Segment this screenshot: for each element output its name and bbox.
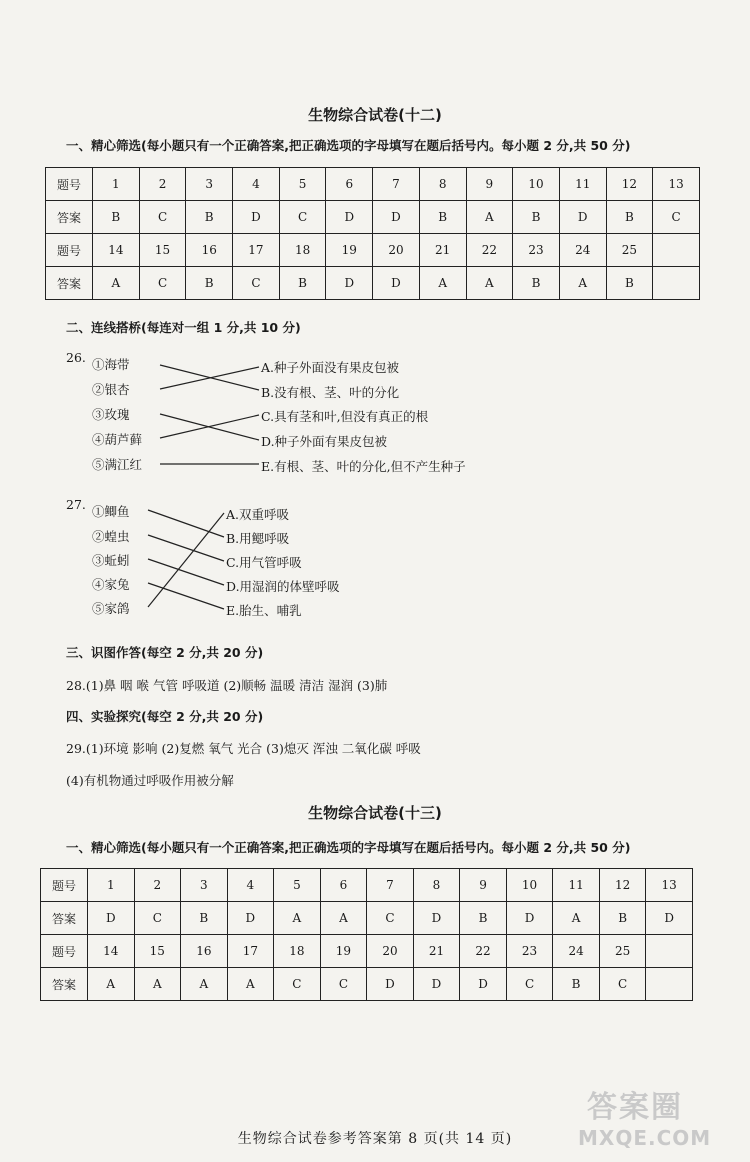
table-cell: A xyxy=(320,902,367,935)
table-cell: 15 xyxy=(134,935,181,968)
table-cell: A xyxy=(419,267,466,300)
table-cell: 2 xyxy=(139,168,186,201)
table-cell: B xyxy=(93,201,140,234)
table-cell: 20 xyxy=(367,935,414,968)
table-cell: 1 xyxy=(93,168,140,201)
table-cell: B xyxy=(599,902,646,935)
table-cell: 19 xyxy=(320,935,367,968)
paper12-section3-heading: 三、识图作答(每空 2 分,共 20 分) xyxy=(66,645,264,660)
table-cell: B xyxy=(553,968,600,1001)
q27-left-5: ⑤家鸽 xyxy=(92,601,130,616)
q27-left-2: ②蝗虫 xyxy=(92,529,130,544)
table-cell: 1 xyxy=(88,869,135,902)
table-cell: D xyxy=(506,902,553,935)
table-cell: A xyxy=(227,968,274,1001)
table-cell: C xyxy=(367,902,414,935)
table-cell: C xyxy=(320,968,367,1001)
table-cell: C xyxy=(599,968,646,1001)
table-cell: 25 xyxy=(606,234,653,267)
q26-left-2: ②银杏 xyxy=(92,382,130,397)
table-cell: 5 xyxy=(274,869,321,902)
table-cell: 10 xyxy=(513,168,560,201)
q27-right-b: B.用鳃呼吸 xyxy=(226,531,290,546)
row-label: 题号 xyxy=(46,168,93,201)
table-row xyxy=(41,902,693,935)
paper12-title: 生物综合试卷(十二) xyxy=(308,106,442,124)
q27-left-4: ④家兔 xyxy=(92,577,130,592)
q27-right-c: C.用气管呼吸 xyxy=(226,555,302,570)
paper12-section2-heading: 二、连线搭桥(每连对一组 1 分,共 10 分) xyxy=(66,320,301,335)
q26-right-c: C.具有茎和叶,但没有真正的根 xyxy=(261,409,429,424)
row-label: 答案 xyxy=(41,902,88,935)
table-cell: 5 xyxy=(279,168,326,201)
table-cell: D xyxy=(326,201,373,234)
q26-left-5: ⑤满江红 xyxy=(92,457,143,472)
row-label: 答案 xyxy=(46,201,93,234)
table-cell: 7 xyxy=(367,869,414,902)
table-cell: 16 xyxy=(186,234,233,267)
table-cell: B xyxy=(186,267,233,300)
table-cell: 16 xyxy=(181,935,228,968)
q27-number: 27. xyxy=(66,497,86,512)
table-cell: 23 xyxy=(506,935,553,968)
table-row xyxy=(41,935,693,968)
table-cell: 17 xyxy=(227,935,274,968)
table-cell: A xyxy=(553,902,600,935)
table-cell: D xyxy=(233,201,280,234)
table-cell: 12 xyxy=(599,869,646,902)
table-cell: 8 xyxy=(413,869,460,902)
table-cell: D xyxy=(413,968,460,1001)
table-cell: D xyxy=(326,267,373,300)
table-cell: B xyxy=(279,267,326,300)
table-cell: D xyxy=(413,902,460,935)
table-cell: 7 xyxy=(373,168,420,201)
table-cell: 3 xyxy=(186,168,233,201)
q27-line-4-e xyxy=(148,583,224,609)
table-cell: 17 xyxy=(233,234,280,267)
watermark-url: MXQE.COM xyxy=(578,1126,712,1150)
table-cell: 9 xyxy=(460,869,507,902)
table-cell: C xyxy=(274,968,321,1001)
table-cell: 18 xyxy=(274,935,321,968)
table-cell: 24 xyxy=(553,935,600,968)
q27-right-a: A.双重呼吸 xyxy=(226,507,290,522)
q29-answer: 29.(1)环境 影响 (2)复燃 氧气 光合 (3)熄灭 浑浊 二氧化碳 呼吸 xyxy=(66,741,421,756)
table-cell: A xyxy=(134,968,181,1001)
table-cell: 6 xyxy=(320,869,367,902)
table-cell: D xyxy=(373,267,420,300)
table-cell: 9 xyxy=(466,168,513,201)
table-cell: 21 xyxy=(419,234,466,267)
table-cell: 23 xyxy=(513,234,560,267)
table-cell: 3 xyxy=(181,869,228,902)
table-row xyxy=(41,968,693,1001)
table-cell: B xyxy=(186,201,233,234)
table-cell: C xyxy=(653,201,700,234)
q26-left-1: ①海带 xyxy=(92,357,130,372)
table-cell: 4 xyxy=(233,168,280,201)
row-label: 答案 xyxy=(41,968,88,1001)
table-cell: 11 xyxy=(553,869,600,902)
paper12-section4-heading: 四、实验探究(每空 2 分,共 20 分) xyxy=(66,709,264,724)
table-cell: 8 xyxy=(419,168,466,201)
table-cell: D xyxy=(367,968,414,1001)
q27-line-5-a xyxy=(148,513,224,607)
page-footer: 生物综合试卷参考答案第 8 页(共 14 页) xyxy=(237,1131,513,1147)
q28-answer: 28.(1)鼻 咽 喉 气管 呼吸道 (2)顺畅 温暖 清洁 湿润 (3)肺 xyxy=(66,678,388,693)
table-cell: A xyxy=(559,267,606,300)
paper13-title: 生物综合试卷(十三) xyxy=(308,804,442,822)
q26-right-e: E.有根、茎、叶的分化,但不产生种子 xyxy=(261,459,466,474)
table-cell: D xyxy=(88,902,135,935)
paper13-answer-table xyxy=(40,868,693,1001)
table-cell: 19 xyxy=(326,234,373,267)
table-cell: 22 xyxy=(466,234,513,267)
table-cell: 25 xyxy=(599,935,646,968)
q26-number: 26. xyxy=(66,350,86,365)
table-cell: B xyxy=(513,201,560,234)
paper13-section1-heading: 一、精心筛选(每小题只有一个正确答案,把正确选项的字母填写在题后括号内。每小题 2 分,共 50 分) xyxy=(66,840,631,855)
q27-line-1-b xyxy=(148,510,224,537)
table-cell: B xyxy=(606,267,653,300)
table-cell: A xyxy=(93,267,140,300)
q26-right-d: D.种子外面有果皮包被 xyxy=(261,434,388,449)
table-cell: A xyxy=(274,902,321,935)
table-cell: 14 xyxy=(88,935,135,968)
table-cell: C xyxy=(506,968,553,1001)
table-cell: B xyxy=(181,902,228,935)
table-cell: B xyxy=(513,267,560,300)
table-cell: A xyxy=(466,201,513,234)
table-cell: 18 xyxy=(279,234,326,267)
table-cell: B xyxy=(419,201,466,234)
table-cell: 6 xyxy=(326,168,373,201)
table-cell: 20 xyxy=(373,234,420,267)
q26-right-a: A.种子外面没有果皮包被 xyxy=(261,360,400,375)
table-cell: C xyxy=(134,902,181,935)
table-cell: A xyxy=(466,267,513,300)
q27-right-d: D.用湿润的体壁呼吸 xyxy=(226,579,340,594)
q27-right-e: E.胎生、哺乳 xyxy=(226,603,302,618)
table-cell: 22 xyxy=(460,935,507,968)
table-cell: A xyxy=(88,968,135,1001)
table-cell: 12 xyxy=(606,168,653,201)
table-cell xyxy=(646,935,693,968)
table-cell: D xyxy=(227,902,274,935)
q26-left-3: ③玫瑰 xyxy=(92,407,130,422)
table-cell: B xyxy=(460,902,507,935)
q27-line-2-c xyxy=(148,535,224,561)
table-cell: 21 xyxy=(413,935,460,968)
q29-answer-part4: (4)有机物通过呼吸作用被分解 xyxy=(66,773,234,788)
table-cell: 24 xyxy=(559,234,606,267)
table-cell: 11 xyxy=(559,168,606,201)
table-cell: 14 xyxy=(93,234,140,267)
paper12-section1-heading: 一、精心筛选(每小题只有一个正确答案,把正确选项的字母填写在题后括号内。每小题 2 分,共 50 分) xyxy=(66,138,631,153)
table-cell: D xyxy=(646,902,693,935)
table-cell: B xyxy=(606,201,653,234)
table-cell: 15 xyxy=(139,234,186,267)
table-cell: C xyxy=(139,201,186,234)
table-cell: D xyxy=(559,201,606,234)
table-cell: A xyxy=(181,968,228,1001)
q26-left-4: ④葫芦藓 xyxy=(92,432,143,447)
q26-right-b: B.没有根、茎、叶的分化 xyxy=(261,385,400,400)
table-cell xyxy=(646,968,693,1001)
table-cell: 2 xyxy=(134,869,181,902)
row-label: 题号 xyxy=(41,869,88,902)
q27-left-1: ①鲫鱼 xyxy=(92,504,130,519)
q27-line-3-d xyxy=(148,559,224,585)
table-cell: C xyxy=(233,267,280,300)
table-cell: 13 xyxy=(646,869,693,902)
row-label: 答案 xyxy=(46,267,93,300)
table-cell: 13 xyxy=(653,168,700,201)
watermark-logo: 答案圈 xyxy=(587,1090,683,1125)
table-cell: 10 xyxy=(506,869,553,902)
q27-left-3: ③蚯蚓 xyxy=(92,553,130,568)
table-cell: D xyxy=(373,201,420,234)
row-label: 题号 xyxy=(46,234,93,267)
row-label: 题号 xyxy=(41,935,88,968)
table-cell: D xyxy=(460,968,507,1001)
table-cell: C xyxy=(139,267,186,300)
table-row xyxy=(41,869,693,902)
table-cell: C xyxy=(279,201,326,234)
table-cell: 4 xyxy=(227,869,274,902)
